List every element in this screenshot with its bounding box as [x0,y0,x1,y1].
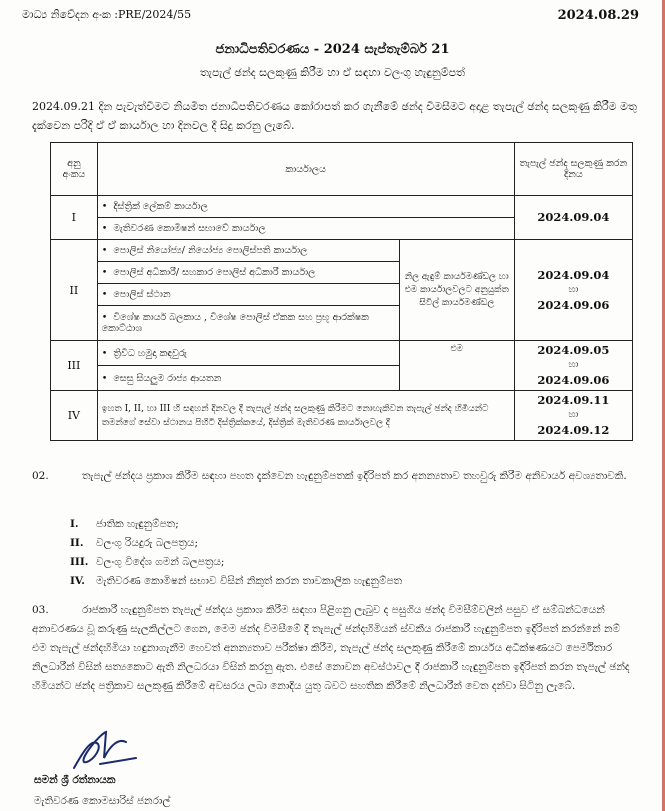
bullet-icon: • [101,372,108,384]
table-row [51,196,633,218]
section-3 [32,601,638,696]
document-subtitle: තැපැල් ඡන්ද සලකුණු කිරීම හා ඒ සඳහා වලංගු හැඳුනුම්පත් [199,66,465,79]
list-item: IV. මැතිවරණ කොමිෂන් සභාව විසින් නිකුත් කරන තාවකාලික හැඳුනුම්පත [70,575,403,587]
bullet-icon: • [101,245,108,256]
bullet-icon: • [101,312,108,323]
press-release-ref: මාධ්‍ය නිවේදන අංක :PRE/2024/55 [22,8,192,21]
date-cell: 2024.09.11 හා 2024.09.12 [514,391,632,441]
signature-image [70,728,140,772]
bullet-icon: • [101,201,108,212]
table-row [51,240,633,262]
signatory-position: මැතිවරණ කොමසාරිස් ජනරාල් [34,795,171,807]
row-num: IV [51,391,98,441]
entity-cell: නිල ඇඳුම් කාර්යමණ්ඩල හා එම කාර්යාලවලට අනුයුක්ත සිවිල් කාර්යමණ්ඩල [399,240,514,341]
section-text: රාජකාරී හැඳුනුම්පත තැපැල් ඡන්දය ප්‍රකාශ කිරීම සඳහා පිළිගනු ලැබුව ද පසුගිය ඡන්ද විමසීම්වලින් පසුව ඒ සම්බන්ධයෙන් අනාවරණය වූ කරුණු සැලකිල්ලට ගෙන, මෙම ඡන්ද විමසීමේ දී තැපැල් ඡන්දහිමියන් ස්වකීය රාජකාරී හැඳුනුම්පත ඉදිරිපත් කරන්නේ නම් එම තැපැල් ඡන්දහිමියා හඳුනාගැනීම හෙවත් අනන්‍යතාව පරීක්ෂා කිරීම, තැපැල් ඡන්ද සලකුණු කිරීමේ කාර්යය අධීක්ෂණයට පෙර්මිතාර නිලධාරීන් විසින් සත්‍යකොට ඇති නිලධරයා විසින් කරනු ඇත. එසේ නොවන අවස්ථාවල දී රාජකාරී හැඳුනුම්පත ඉදිරිපත් කරන තැපැල් ඡන්ද හිමියන්ට ඡන්ද පත්‍රිකාව සලකුණු කිරීමේ අවසරය ලබා නොදිය යුතු බවට සහතික කිරීමේ නිලධාරීන් වෙත දන්වා සිටිනු ලැබේ. [32,604,630,692]
schedule-table [50,142,633,441]
list-item: • පොලිස් ස්ථාන [97,284,399,306]
bullet-icon: • [101,289,108,300]
header-num: අනු අංකය [51,143,98,196]
list-item: • විශේෂ කාර්ය බලකාය , විශේෂ පොලිස් ඒකක සහ ප්‍රභූ ආරක්ෂක කොට්ඨාශ [97,306,399,341]
date-cell: 2024.09.05 හා 2024.09.06 [514,341,632,391]
list-item: • දිස්ත්‍රික් ලේකම් කාර්යාල [97,196,514,218]
list-item: III. වලංගු විදේශ ගමන් බලපත්‍රය; [70,556,225,568]
entity-cell: එම [399,341,514,391]
list-item: • ත්‍රිවිධ හමුදා කඳවුරු [97,341,399,366]
row-num: II [51,240,98,341]
bullet-icon: • [101,267,108,278]
header-date: තැපැල් ඡන්ද සලකුණු කරන දිනය [514,143,632,196]
section-text: තැපැල් ඡන්දය ප්‍රකාශ කිරීම සඳහා පහත දැක්වෙන හැඳුනුම්පතක් ඉදිරිපත් කර අනන්‍යතාව තහවුරු කිරීම අනිවාර්ය අවශ්‍යතාවකි. [82,470,627,482]
bullet-icon: • [101,223,108,234]
list-item: • පොලිස් නියෝජ්‍ය/ නියෝජ්‍ය පොලිස්පති කාර්යාල [97,240,399,262]
list-item: • පොලිස් අධිකාරී/ සහකාර පොලිස් අධිකාරී කාර්යාල [97,262,399,284]
signatory-name: සමන් ශ්‍රී රත්නායක [34,774,116,786]
id-list [70,515,402,591]
document-date: 2024.08.29 [557,8,639,23]
list-item: • සෙසු සියලුම රාජ්‍ය ආයතන [97,366,399,391]
table-header-row [51,143,633,196]
table-row [51,391,633,441]
row-num: III [51,341,98,391]
list-item: I. ජාතික හැඳුනුම්පත; [70,518,179,530]
group4-text: ඉහත I, II, හා III හි සඳහන් දිනවල දී තැපැල් ඡන්ද සලකුණු කිරීමට නොහැකිවන තැපැල් ඡන්ද හිමියන්ට තමන්ගේ සේවා ස්ථානය පිහිටි දිස්ත්‍රික්කයේ, දිස්ත්‍රික් මැතිවරණ කාර්යාලවල දී [97,391,514,441]
section-2 [32,467,638,486]
date-cell: 2024.09.04 [514,196,632,240]
header-office: කාර්යාලය [97,143,514,196]
section-number: 02. [32,470,49,482]
list-item: II. වලංගු රියදුරු බලපත්‍රය; [70,537,198,549]
date-cell: 2024.09.04 හා 2024.09.06 [514,240,632,341]
list-item: • මැතිවරණ කොමිෂන් සභාවේ කාර්යාල [97,218,514,240]
document-title: ජනාධිපතිවරණය - 2024 සැප්තැම්බර් 21 [215,42,450,57]
section-number: 03. [32,604,49,616]
intro-paragraph: 2024.09.21 දින පැවැත්වීමට නියමිත ජනාධිපතිවරණය කෝරාපත් කර ගැනීමේ ඡන්ද විමසීමට අදාළ තැපැල් ඡන්ද සලකුණු කිරීම මතු දැක්වෙන පරිදි ඒ ඒ කාර්යාල හා දිනවල දී සිදු කරනු ලැබේ. [32,100,637,132]
bullet-icon: • [101,347,108,359]
table-row [51,341,633,366]
row-num: I [51,196,98,240]
